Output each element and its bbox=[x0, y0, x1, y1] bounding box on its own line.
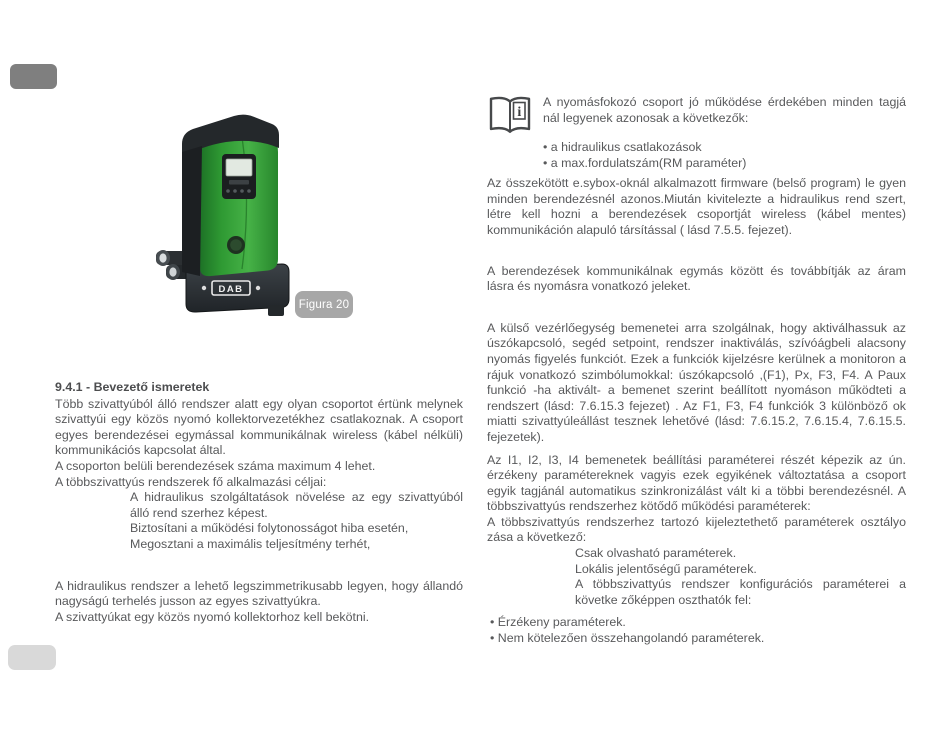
paragraph-firmware: Az összekötött e.sybox-oknál alkalmazott firmware (belső program) le gyen minden berendezésnél azonos.Miután kivitelezte a hidraulikus rend szert, létre kell hozni a berendezések csoportját wireless (kábel mentes) kommunikáción alapuló társítással ( lásd 7.5.5. fejezet). bbox=[487, 176, 906, 237]
final-bullet-item: • Nem kötelezően összehangolandó paraméterek. bbox=[490, 631, 765, 646]
paragraph-inputs: A külső vezérlőegység bemenetei arra szolgálnak, hogy aktiválhassuk az úszókapcsoló, segéd setpoint, rendszer inaktiválás, szívóágbeli alacsony nyomás figyelés funkciót. Ezek a funkciók kijelzésre kerülnek a monitoron a rájuk vonatkozó szimbólumokkal: úszókapcsoló ,(F1), Px, F3, F4. A Paux funkció -ha aktivált- a bemenet szerint beállított nyomáson működteti a rendszert (lásd: 7.6.15.3 fejezet) . Az F1, F3, F4 funkciók 3 különböző ok miatti szivattyúleállást tesznek lehetővé (lásd: 7.6.15.2, 7.6.15.4, 7.6.15.5. fejezetek). bbox=[487, 320, 906, 444]
intro-paragraph: Több szivattyúból álló rendszer alatt egy olyan csoportot értünk melynek szivattyúi egy közös nyomó kollektorvezetékhez csatlakoznak. A csoport egyes berendezései egymással kommunikálnak wireless (kábel nélküli) kommunikációs kapcsolat által. bbox=[55, 396, 463, 458]
pump-left-flank bbox=[182, 146, 202, 276]
note-bullet-item: • a max.fordulatszám(RM paraméter) bbox=[543, 155, 747, 170]
note-bullet-item: • a hidraulikus csatlakozások bbox=[543, 140, 702, 154]
figure-caption-label: Figura 20 bbox=[298, 298, 350, 311]
page-tab-marker-top bbox=[10, 64, 57, 89]
closing-paragraph: A hidraulikus rendszer a lehető legszimmetrikusabb legyen, hogy állandó nagyságú terhelés jusson az egyes szivattyúkra. bbox=[55, 578, 463, 609]
intro-line-goals-title: A többszivattyús rendszerek fő alkalmazási céljai: bbox=[55, 474, 327, 489]
pump-brand-label: DAB bbox=[218, 284, 244, 295]
pump-illustration-svg bbox=[156, 108, 296, 321]
right-column bbox=[487, 95, 906, 647]
left-column bbox=[55, 380, 463, 625]
note-paragraph: A nyomásfokozó csoport jó működése érdekében minden tagjá nál legyenek azonosak a következők: bbox=[543, 95, 906, 125]
figure-caption-badge bbox=[295, 291, 353, 318]
intro-line-max-devices: A csoporton belüli berendezések száma maximum 4 lehet. bbox=[55, 458, 376, 473]
closing-block bbox=[55, 579, 463, 626]
manual-book-info-icon bbox=[487, 95, 533, 135]
parameter-class-list bbox=[575, 546, 906, 608]
section-heading: 9.4.1 - Bevezető ismeretek bbox=[55, 380, 210, 394]
info-note bbox=[487, 95, 906, 135]
paragraph-classification: A többszivattyús rendszerhez tartozó kijeleztethető paraméterek osztályo zása a következő: bbox=[487, 514, 906, 545]
goal-item: Biztosítani a működési folytonosságot hiba esetén, bbox=[130, 521, 409, 536]
final-bullet-list bbox=[490, 615, 906, 646]
pump-product-image bbox=[156, 108, 296, 321]
closing-line-collector: A szivattyúkat egy közös nyomó kollektorhoz kell bekötni. bbox=[55, 609, 370, 624]
page-tab-marker-bottom bbox=[8, 645, 56, 670]
goals-list bbox=[130, 490, 463, 552]
parameter-class-item: A többszivattyús rendszer konfigurációs paraméterei a követke zőképpen oszthatók fel: bbox=[575, 577, 906, 607]
goal-item: Megosztani a maximális teljesítmény terhét, bbox=[130, 536, 371, 551]
parameter-class-item: Csak olvasható paraméterek. bbox=[575, 546, 737, 561]
parameter-class-item: Lokális jelentőségű paraméterek. bbox=[575, 561, 757, 576]
pump-control-panel bbox=[222, 154, 256, 199]
paragraph-communication: A berendezések kommunikálnak egymás között és továbbítják az áram lásra és nyomásra vonatkozó jeleket. bbox=[487, 263, 906, 294]
info-icon-letter: i bbox=[517, 105, 522, 120]
goal-item: A hidraulikus szolgáltatások növelése az egy szivattyúból álló rend szerhez képest. bbox=[130, 490, 463, 520]
note-bullet-list bbox=[543, 140, 906, 171]
final-bullet-item: • Érzékeny paraméterek. bbox=[490, 615, 626, 630]
paragraph-parameters: Az I1, I2, I3, I4 bemenetek beállítási paraméterei részét képezik az ún. érzékeny paramétereknek vagyis ezek egyikének változtatása a csoport egyik tagjánál automatikus szinkronizálást vált ki a többi berendezésnél. A többszivattyús rendszerhez kötődő működési paraméterek: bbox=[487, 452, 906, 514]
